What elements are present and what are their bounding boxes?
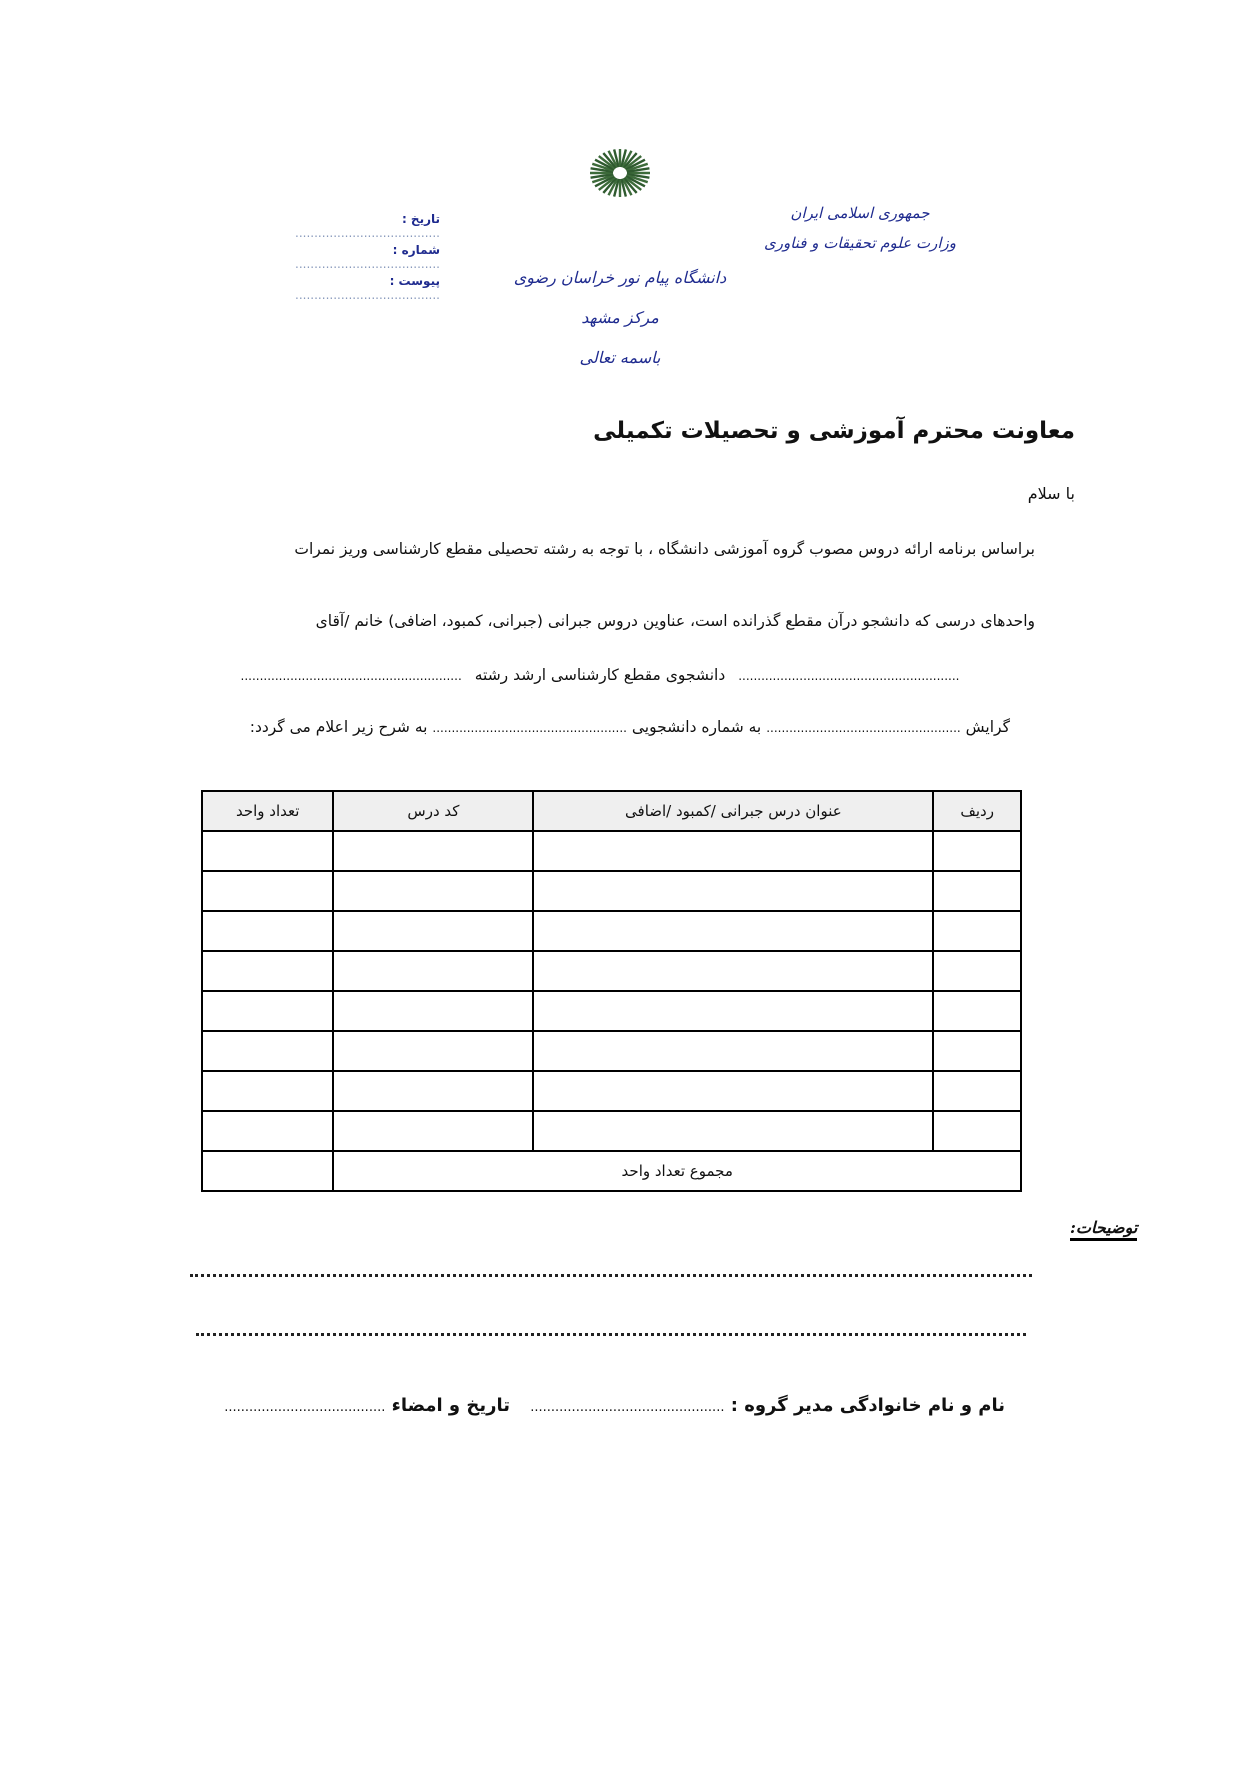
units-cell[interactable] — [202, 1031, 333, 1071]
row-number-cell[interactable] — [933, 871, 1021, 911]
student-number-field[interactable]: ................................................... — [432, 721, 627, 735]
body-line-1-text: براساس برنامه ارائه دروس مصوب گروه آموزشی دانشگاه ، با توجه به رشته تحصیلی مقطع کارشناسی وریز نمرات — [294, 540, 1035, 558]
orientation-field[interactable]: ................................................... — [766, 721, 961, 735]
group-manager-signature — [530, 1395, 1005, 1416]
header-course-code: کد درس — [333, 791, 533, 831]
university-logo — [588, 148, 652, 198]
body-line-2 — [180, 612, 1035, 630]
meta-number — [290, 243, 440, 271]
row-number-cell[interactable] — [933, 911, 1021, 951]
meta-attachment — [290, 274, 440, 302]
major-field[interactable]: .......................................................... — [240, 669, 462, 683]
units-cell[interactable] — [202, 1111, 333, 1151]
header-units: تعداد واحد — [202, 791, 333, 831]
center-name: مرکز مشهد — [581, 308, 659, 327]
table-row — [202, 1071, 1021, 1111]
body-line-4-student-number-label: به شماره دانشجویی — [631, 718, 762, 736]
course-code-cell[interactable] — [333, 831, 533, 871]
total-units-cell[interactable] — [202, 1151, 333, 1191]
table-row — [202, 1111, 1021, 1151]
course-title-cell[interactable] — [533, 951, 933, 991]
course-title-cell[interactable] — [533, 1071, 933, 1111]
body-line-4 — [200, 718, 1010, 736]
course-title-cell[interactable] — [533, 831, 933, 871]
body-line-1 — [180, 540, 1035, 558]
course-title-cell[interactable] — [533, 991, 933, 1031]
course-code-cell[interactable] — [333, 951, 533, 991]
body-line-4-orientation-label: گرایش — [965, 718, 1010, 736]
meta-date — [290, 212, 440, 240]
manager-name-field[interactable]: ............................................... — [530, 1400, 725, 1415]
meta-number-label: شماره : — [392, 243, 440, 257]
course-code-cell[interactable] — [333, 1111, 533, 1151]
row-number-cell[interactable] — [933, 831, 1021, 871]
body-line-2-text: واحدهای درسی که دانشجو درآن مقطع گذرانده است، عناوین دروس جبرانی (جبرانی، کمبود، اضافی) خانم /آقای — [315, 612, 1035, 630]
table-row — [202, 911, 1021, 951]
notes-line-2[interactable] — [196, 1333, 1026, 1336]
date-sign-field[interactable]: ....................................... — [224, 1400, 386, 1415]
date-signature — [220, 1395, 510, 1416]
course-title-cell[interactable] — [533, 1031, 933, 1071]
table-total-row — [202, 1151, 1021, 1191]
date-sign-label: تاریخ و امضاء — [391, 1395, 510, 1416]
meta-number-field[interactable]: ...................................... — [295, 257, 440, 271]
row-number-cell[interactable] — [933, 1111, 1021, 1151]
units-cell[interactable] — [202, 1071, 333, 1111]
notes-line-1[interactable] — [190, 1274, 1032, 1277]
course-title-cell[interactable] — [533, 871, 933, 911]
invocation: باسمه تعالی — [579, 348, 661, 367]
units-cell[interactable] — [202, 911, 333, 951]
meta-date-field[interactable]: ...................................... — [295, 226, 440, 240]
student-name-field[interactable]: .......................................................... — [738, 669, 960, 683]
ministry-name: وزارت علوم تحقیقات و فناوری — [763, 234, 957, 252]
table-header-row — [202, 791, 1021, 831]
course-code-cell[interactable] — [333, 1031, 533, 1071]
units-cell[interactable] — [202, 951, 333, 991]
table-row — [202, 1031, 1021, 1071]
row-number-cell[interactable] — [933, 1031, 1021, 1071]
courses-table — [201, 790, 1022, 1192]
course-code-cell[interactable] — [333, 911, 533, 951]
table-row — [202, 871, 1021, 911]
row-number-cell[interactable] — [933, 951, 1021, 991]
body-line-3 — [200, 666, 1000, 684]
body-line-4-tail: به شرح زیر اعلام می گردد: — [249, 718, 428, 736]
units-cell[interactable] — [202, 831, 333, 871]
row-number-cell[interactable] — [933, 1071, 1021, 1111]
course-title-cell[interactable] — [533, 911, 933, 951]
university-name: دانشگاه پیام نور خراسان رضوی — [513, 268, 727, 287]
table-row — [202, 951, 1021, 991]
course-title-cell[interactable] — [533, 1111, 933, 1151]
meta-attachment-label: پیوست : — [389, 274, 440, 288]
body-line-3-text: دانشجوی مقطع کارشناسی ارشد رشته — [474, 666, 726, 684]
ministry-header — [760, 198, 960, 258]
meta-attachment-field[interactable]: ...................................... — [295, 288, 440, 302]
manager-name-label: نام و نام خانوادگی مدیر گروه : — [730, 1395, 1005, 1416]
course-code-cell[interactable] — [333, 991, 533, 1031]
table-row — [202, 831, 1021, 871]
addressee-title: معاونت محترم آموزشی و تحصیلات تکمیلی — [593, 418, 1075, 444]
course-code-cell[interactable] — [333, 871, 533, 911]
meta-date-label: تاریخ : — [401, 212, 440, 226]
header-course-title: عنوان درس جبرانی /کمبود /اضافی — [533, 791, 933, 831]
notes-label: توضیحات: — [1070, 1218, 1137, 1241]
republic-name: جمهوری اسلامی ایران — [790, 204, 930, 222]
row-number-cell[interactable] — [933, 991, 1021, 1031]
greeting: با سلام — [1027, 484, 1075, 503]
course-code-cell[interactable] — [333, 1071, 533, 1111]
units-cell[interactable] — [202, 991, 333, 1031]
university-header — [510, 258, 730, 378]
units-cell[interactable] — [202, 871, 333, 911]
header-row-number: ردیف — [933, 791, 1021, 831]
pnu-sunburst-logo-icon — [588, 148, 652, 198]
total-label: مجموع تعداد واحد — [333, 1151, 1021, 1191]
table-row — [202, 991, 1021, 1031]
